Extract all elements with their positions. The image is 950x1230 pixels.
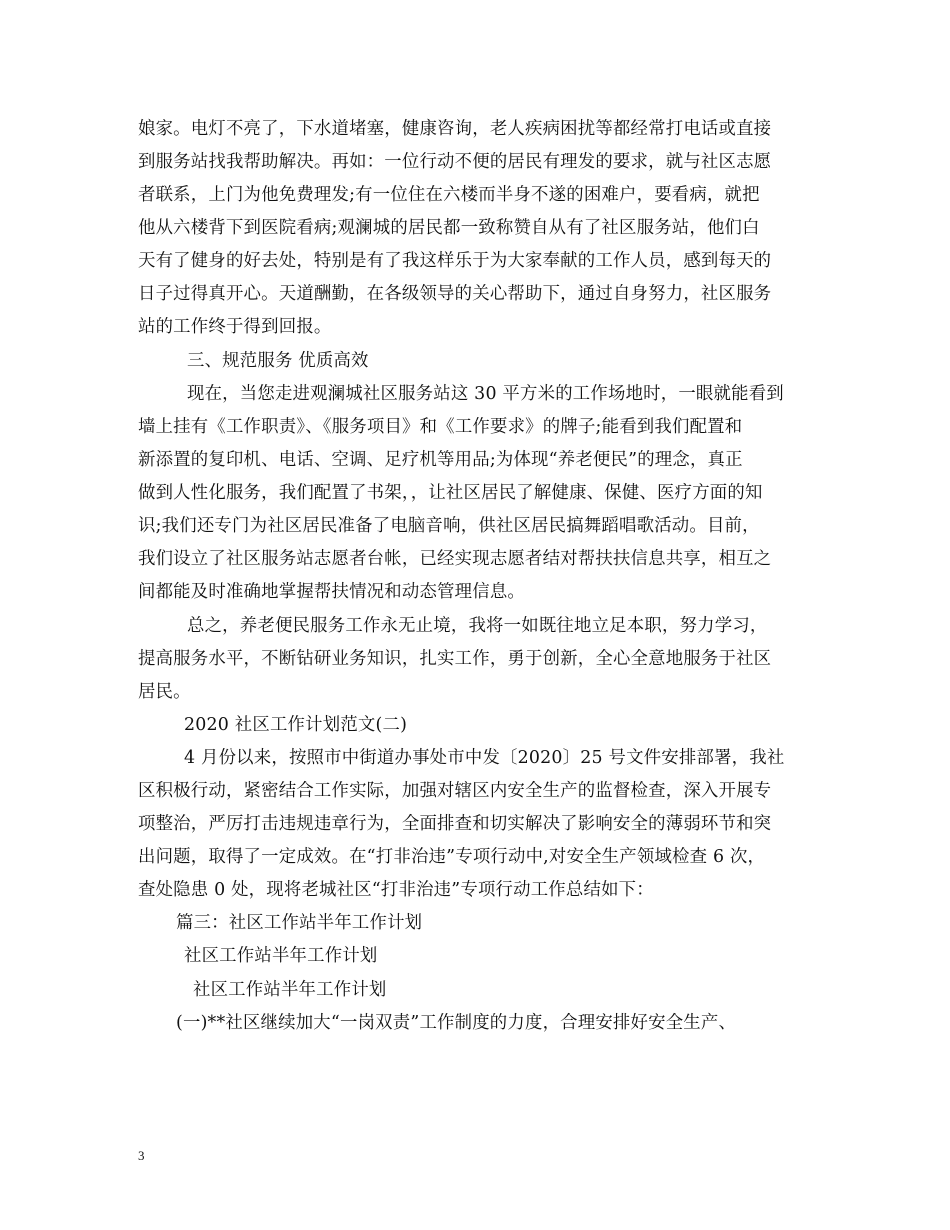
page-number: 3 bbox=[138, 1148, 145, 1163]
body-text-line: 查处隐患 0 处，现将老城社区“打非治违”专项行动工作总结如下： bbox=[138, 880, 654, 900]
body-text-line: 识;我们还专门为社区居民准备了电脑音响，供社区居民搞舞蹈唱歌活动。目前， bbox=[138, 516, 760, 536]
body-text-line: 到服务站找我帮助解决。再如：一位行动不便的居民有理发的要求，就与社区志愿 bbox=[138, 152, 772, 172]
body-text-line: 居民。 bbox=[138, 682, 191, 702]
body-text-line: 总之，养老便民服务工作永无止境，我将一如既往地立足本职，努力学习， bbox=[187, 616, 768, 636]
body-text-line: 娘家。电灯不亮了，下水道堵塞，健康咨询，老人疾病困扰等都经常打电话或直接 bbox=[138, 119, 772, 139]
body-text-line: 他从六楼背下到医院看病;观澜城的居民都一致称赞自从有了社区服务站，他们白 bbox=[138, 218, 760, 238]
body-text-line: 提高服务水平，不断钻研业务知识，扎实工作，勇于创新，全心全意地服务于社区 bbox=[138, 649, 772, 669]
body-text-line: 我们设立了社区服务站志愿者台帐，已经实现志愿者结对帮扶扶信息共享，相互之 bbox=[138, 549, 772, 569]
body-text-line: 日子过得真开心。天道酬勤，在各级领导的关心帮助下，通过自身努力，社区服务 bbox=[138, 284, 772, 304]
body-text-line: (一)**社区继续加大“一岗双责”工作制度的力度，合理安排好安全生产、 bbox=[176, 1013, 737, 1033]
body-text-line: 出问题，取得了一定成效。在“打非治违”专项行动中,对安全生产领域检查 6 次， bbox=[138, 847, 766, 867]
body-text-line: 站的工作终于得到回报。 bbox=[138, 317, 332, 337]
body-text-line: 间都能及时准确地掌握帮扶情况和动态管理信息。 bbox=[138, 582, 525, 602]
body-text-line: 区积极行动，紧密结合工作实际，加强对辖区内安全生产的监督检查，深入开展专 bbox=[138, 781, 772, 801]
body-text-line: 墙上挂有《工作职责》、《服务项目》和《工作要求》的牌子;能看到我们配置和 bbox=[138, 417, 743, 437]
body-text-line: 天有了健身的好去处，特别是有了我这样乐于为大家奉献的工作人员，感到每天的 bbox=[138, 251, 772, 271]
section-heading: 2020 社区工作计划范文(二) bbox=[184, 715, 408, 735]
body-text-line: 做到人性化服务，我们配置了书架，，让社区居民了解健康、保健、医疗方面的知 bbox=[138, 483, 763, 503]
body-text-line: 4 月份以来，按照市中街道办事处市中发〔2020〕25 号文件安排部署，我社 bbox=[184, 748, 785, 768]
section-heading: 篇三：社区工作站半年工作计划 bbox=[176, 913, 423, 933]
section-heading: 社区工作站半年工作计划 bbox=[193, 980, 387, 1000]
body-text-line: 项整治，严厉打击违规违章行为，全面排查和切实解决了影响安全的薄弱环节和突 bbox=[138, 814, 772, 834]
body-text-line: 者联系，上门为他免费理发;有一位住在六楼而半身不遂的困难户，要看病，就把 bbox=[138, 185, 760, 205]
section-heading: 社区工作站半年工作计划 bbox=[184, 946, 378, 966]
section-heading: 三、规范服务 优质高效 bbox=[187, 351, 369, 371]
body-text-line: 现在，当您走进观澜城社区服务站这 30 平方米的工作场地时，一眼就能看到 bbox=[187, 384, 784, 404]
body-text-line: 新添置的复印机、电话、空调、足疗机等用品;为体现“养老便民”的理念，真正 bbox=[138, 450, 743, 470]
